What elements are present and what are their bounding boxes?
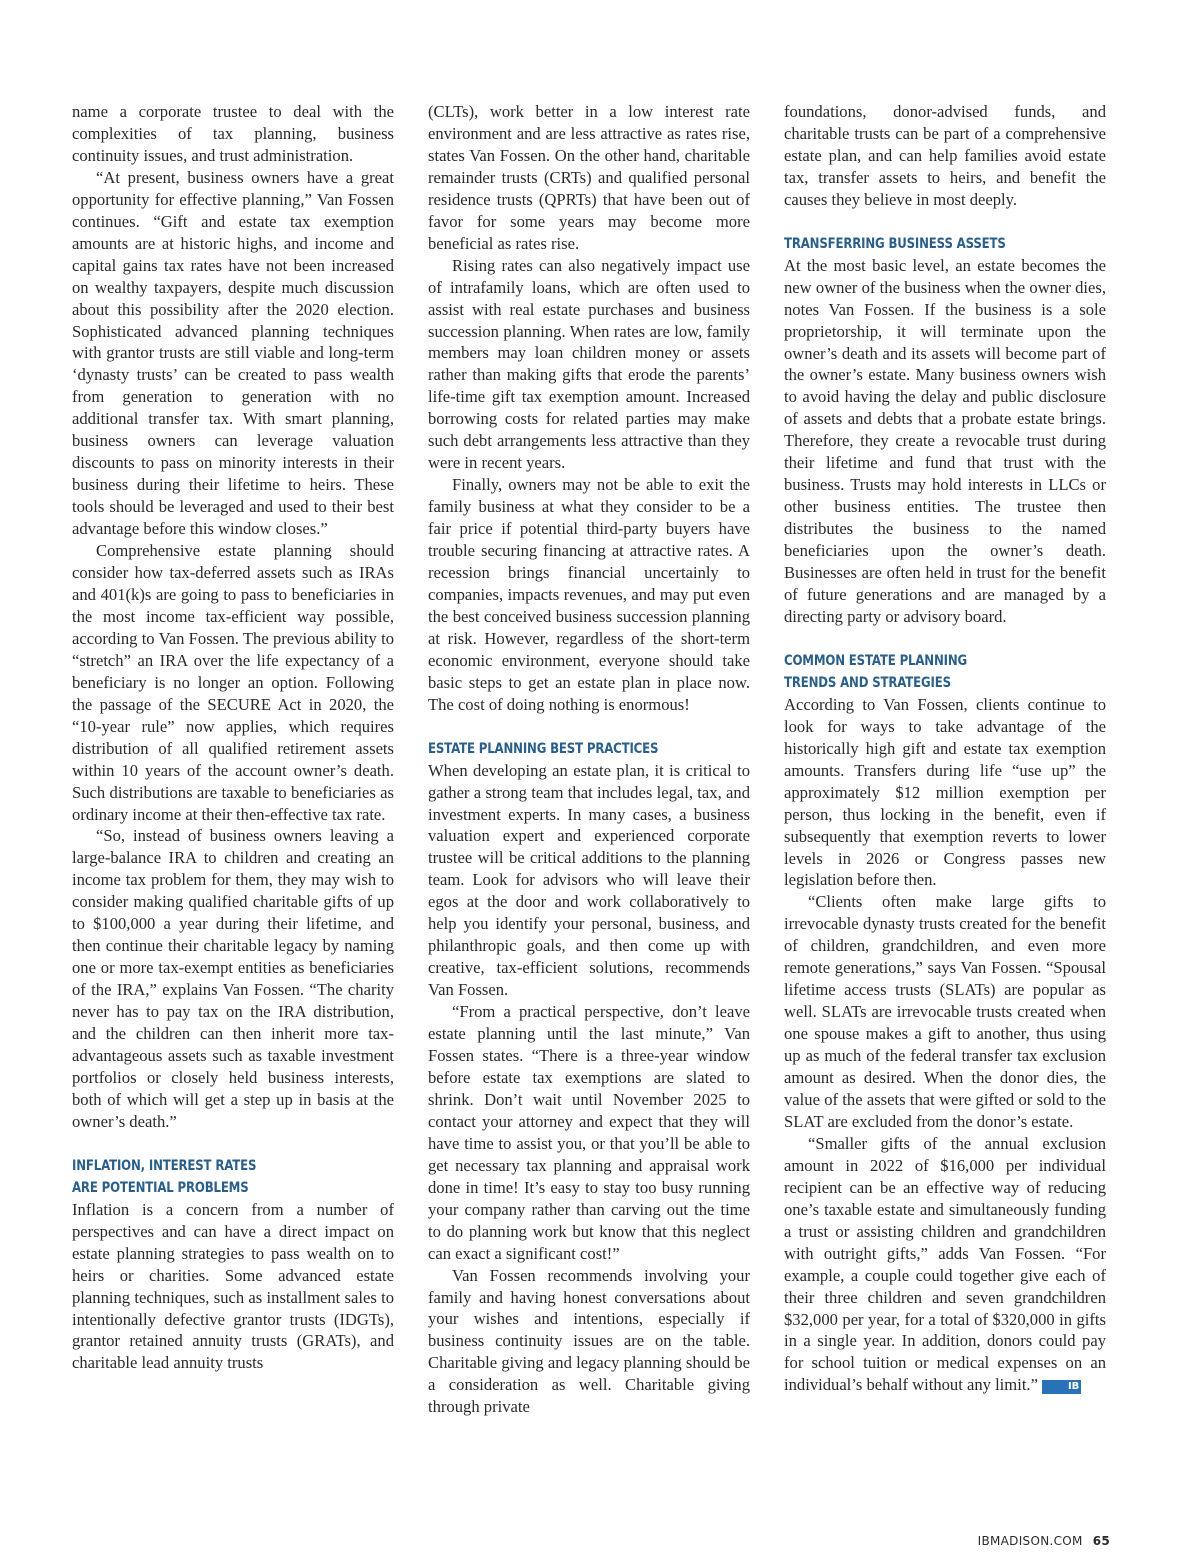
paragraph: “So, instead of business owners leaving a large-balance IRA to children and creating an income tax problem for them, they may wish to consider making qualified charitable gifts of up to $100,000 a year during their lifetime, and then continue their charitable legacy by naming one or more tax-exempt entities as beneficiaries of the IRA,” explains Van Fossen. “The charity never has to pay tax on the IRA distribution, and the children can then inherit more tax-advantageous assets such as taxable investment portfolios or closely held business interests, both of which will get a step up in basis at the owner’s death.”: [72, 826, 394, 1131]
section-heading-best-practices: ESTATE PLANNING BEST PRACTICES: [428, 740, 659, 757]
paragraph: According to Van Fossen, clients continue to look for ways to take advantage of the historically high gift and estate tax exemption amounts. Transfers during life “use up” the approximately $12 million exemption per person, thus locking in the benefit, even if subsequently that exemption reverts to lower levels in 2026 or Congress passes new legislation before then.: [784, 694, 1106, 890]
page-footer: [978, 1534, 1110, 1548]
section-heading-inflation: INFLATION, INTEREST RATES: [72, 1157, 257, 1174]
paragraph-final-text: “Smaller gifts of the annual exclusion amount in 2022 of $16,000 per individual recipient can be an effective way of reducing one’s taxable estate and simultaneously funding a trust or assisting children and grandchildren with outright gifts,” adds Van Fossen. “For example, a couple could together give each of their three children and seven grandchildren $32,000 per year, for a total of $320,000 in gifts in a single year. In addition, donors could pay for school tuition or medical expenses on an individual’s behalf without any limit.”: [784, 1133, 1106, 1395]
end-of-article-mark: IB: [1042, 1380, 1081, 1394]
article-column-3: [784, 101, 1106, 1396]
paragraph: Rising rates can also negatively impact use of intrafamily loans, which are often used to assist with real estate purchases and business succession planning. When rates are low, family members may loan children money or assets rather than making gifts that erode the parents’ life-time gift tax exemption amount. Increased borrowing costs for related parties may make such debt arrangements less attractive than they were in recent years.: [428, 255, 750, 473]
paragraph-final: [784, 1133, 1106, 1396]
section-heading-trends-line2: TRENDS AND STRATEGIES: [784, 674, 951, 691]
paragraph: At the most basic level, an estate becomes the new owner of the business when the owner dies, notes Van Fossen. If the business is a sole proprietorship, it will terminate upon the owner’s death and its assets will become part of the owner’s estate. Many business owners wish to avoid having the delay and public disclosure of assets and debts that a probate estate brings. Therefore, they create a revocable trust during their lifetime and fund that trust with the business. Trusts may hold interests in LLCs or other business entities. The trustee then distributes the business to the named beneficiaries upon the owner’s death. Businesses are often held in trust for the benefit of future generations and are managed by a directing party or advisory board.: [784, 255, 1106, 626]
paragraph: “At present, business owners have a great opportunity for effective planning,” Van Fossen continues. “Gift and estate tax exemption amounts are at historic highs, and income and capital gains tax rates have not been increased on wealthy taxpayers, despite much discussion about this possibility after the 2020 election. Sophisticated advanced planning techniques with grantor trusts are still viable and long-term ‘dynasty trusts’ can be created to pass wealth from generation to generation with no additional transfer tax. With smart planning, business owners can leverage valuation discounts to pass on minority interests in their business during their lifetime to heirs. These tools should be leveraged and used to their best advantage before this window closes.”: [72, 167, 394, 539]
paragraph: name a corporate trustee to deal with the complexities of tax planning, business continuity issues, and trust administration.: [72, 102, 394, 165]
article-column-1: [72, 101, 394, 1374]
paragraph: When developing an estate plan, it is critical to gather a strong team that includes legal, tax, and investment experts. In many cases, a business valuation expert and experienced corporate trustee will be critical additions to the planning team. Look for advisors who will leave their egos at the door and work collaboratively to help you identify your personal, business, and philanthropic goals, and then come up with creative, tax-efficient solutions, recommends Van Fossen.: [428, 760, 750, 1000]
paragraph: Finally, owners may not be able to exit the family business at what they consider to be a fair price if potential third-party buyers have trouble securing financing at attractive rates. A recession brings financial uncertainly to companies, impacts revenues, and may put even the best conceived business succession planning at risk. However, regardless of the short-term economic environment, everyone should take basic steps to get an estate plan in place now. The cost of doing nothing is enormous!: [428, 475, 750, 714]
section-heading-inflation-line2: ARE POTENTIAL PROBLEMS: [72, 1179, 249, 1196]
article-column-2: [428, 101, 750, 1418]
paragraph: foundations, donor-advised funds, and charitable trusts can be part of a comprehensive estate plan, and can help families avoid estate tax, transfer assets to heirs, and benefit the causes they believe in most deeply.: [784, 102, 1106, 209]
paragraph: “From a practical perspective, don’t leave estate planning until the last minute,” Van Fossen states. “There is a three-year window before estate tax exemptions are slated to shrink. Don’t wait until November 2025 to contact your attorney and expect that they will have time to assist you, or that you’ll be able to get necessary tax planning and appraisal work done in time! It’s easy to stay too busy running your company rather than carving out the time to do planning work but know that this neglect can exact a significant cost!”: [428, 1002, 750, 1263]
paragraph: Comprehensive estate planning should consider how tax-deferred assets such as IRAs and 401(k)s are going to pass to beneficiaries in the most income tax-efficient way possible, according to Van Fossen. The previous ability to “stretch” an IRA over the life expectancy of a beneficiary is no longer an option. Following the passage of the SECURE Act in 2020, the “10-year rule” now applies, which requires distribution of all qualified retirement assets within 10 years of the account owner’s death. Such distributions are taxable to beneficiaries as ordinary income at their then-effective tax rate.: [72, 541, 394, 824]
paragraph: Van Fossen recommends involving your family and having honest conversations about your wishes and intentions, especially if business continuity issues are on the table. Charitable giving and legacy planning should be a consideration as well. Charitable giving through private: [428, 1265, 750, 1417]
footer-site: IBMADISON.COM: [977, 1534, 1083, 1548]
section-heading-trends: COMMON ESTATE PLANNING: [784, 652, 967, 669]
section-heading-transferring-assets: TRANSFERRING BUSINESS ASSETS: [784, 235, 1006, 252]
paragraph: (CLTs), work better in a low interest rate environment and are less attractive as rates rise, states Van Fossen. On the other hand, charitable remainder trusts (CRTs) and qualified personal residence trusts (QPRTs) that have been out of favor for some years may become more beneficial as rates rise.: [428, 102, 750, 253]
paragraph: Inflation is a concern from a number of perspectives and can have a direct impact on estate planning strategies to pass wealth on to heirs or charities. Some advanced estate planning techniques, such as installment sales to intentionally defective grantor trusts (IDGTs), grantor retained annuity trusts (GRATs), and charitable lead annuity trusts: [72, 1199, 394, 1373]
page-number: 65: [1092, 1534, 1110, 1548]
paragraph: “Clients often make large gifts to irrevocable dynasty trusts created for the benefit of children, grandchildren, and even more remote generations,” says Van Fossen. “Spousal lifetime access trusts (SLATs) are popular as well. SLATs are irrevocable trusts created when one spouse makes a gift to another, thus using up as much of the federal transfer tax exclusion amount as desired. When the donor dies, the value of the assets that were gifted or sold to the SLAT are excluded from the donor’s estate.: [784, 892, 1106, 1131]
